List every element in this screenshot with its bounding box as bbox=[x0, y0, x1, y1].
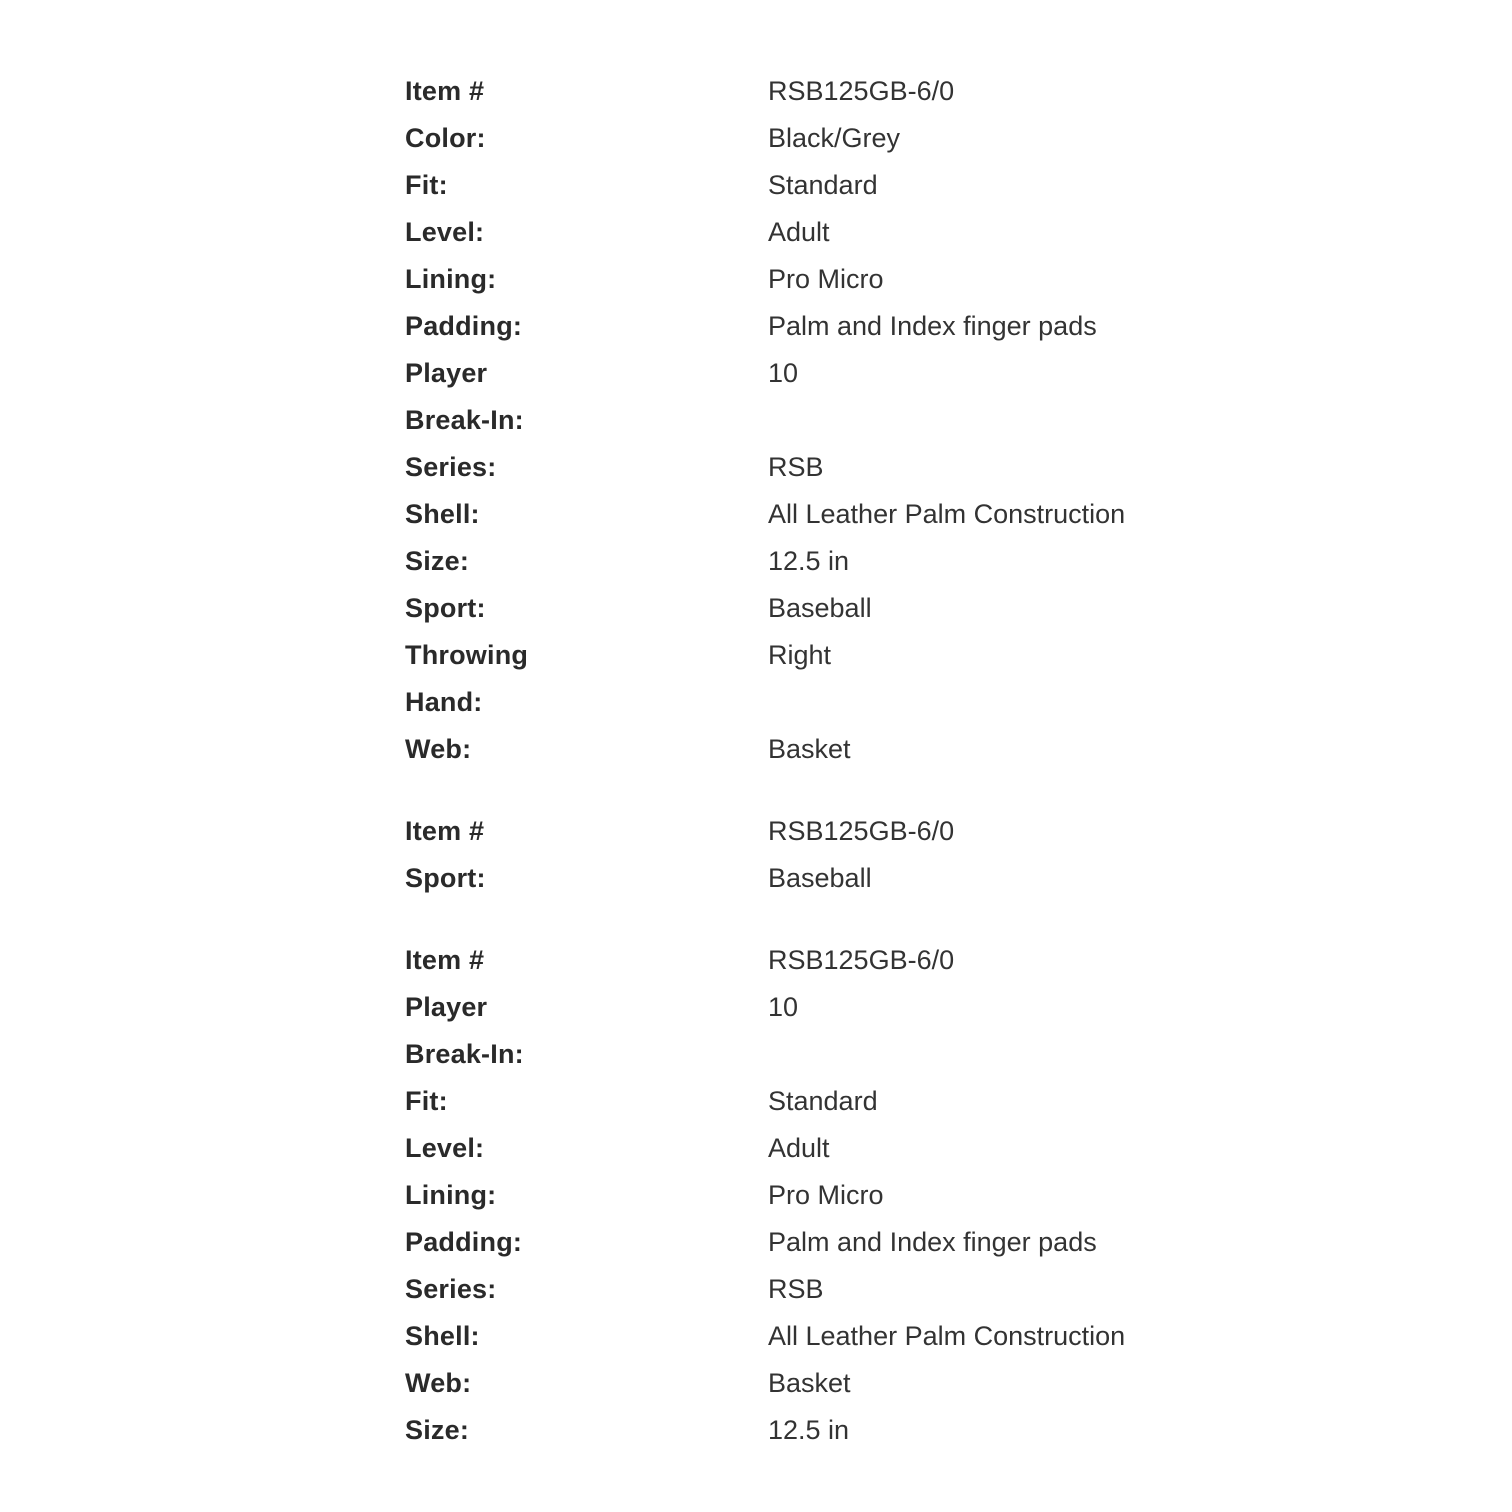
spec-label: Size: bbox=[405, 546, 470, 576]
spec-label: Item # bbox=[405, 945, 485, 975]
spec-label: Lining: bbox=[405, 264, 497, 294]
spec-row bbox=[405, 1360, 1165, 1407]
spec-row bbox=[405, 538, 1165, 585]
spec-value: Standard bbox=[768, 1086, 878, 1116]
spec-row bbox=[405, 1125, 1165, 1172]
spec-value: Palm and Index finger pads bbox=[768, 1227, 1097, 1257]
spec-value: Pro Micro bbox=[768, 1180, 884, 1210]
spec-row bbox=[405, 1219, 1165, 1266]
spec-row bbox=[405, 350, 1165, 397]
spec-label: Size: bbox=[405, 1415, 470, 1445]
spec-label: Item # bbox=[405, 816, 485, 846]
spec-value: RSB125GB-6/0 bbox=[768, 76, 955, 106]
spec-row bbox=[405, 491, 1165, 538]
spec-value: RSB125GB-6/0 bbox=[768, 945, 955, 975]
spec-value: 12.5 in bbox=[768, 546, 850, 576]
spec-row bbox=[405, 679, 1165, 726]
spec-value: Standard bbox=[768, 170, 878, 200]
spec-label: Sport: bbox=[405, 863, 486, 893]
spec-value: All Leather Palm Construction bbox=[768, 499, 1126, 529]
spec-value: Palm and Index finger pads bbox=[768, 311, 1097, 341]
spec-row bbox=[405, 444, 1165, 491]
spec-row bbox=[405, 984, 1165, 1031]
spec-label: Padding: bbox=[405, 1227, 523, 1257]
spec-row bbox=[405, 632, 1165, 679]
spec-row bbox=[405, 937, 1165, 984]
spec-row bbox=[405, 1313, 1165, 1360]
spec-label: Sport: bbox=[405, 593, 486, 623]
spec-label: Throwing bbox=[405, 640, 529, 670]
spec-label: Level: bbox=[405, 217, 485, 247]
spec-label: Series: bbox=[405, 452, 497, 482]
spec-value: All Leather Palm Construction bbox=[768, 1321, 1126, 1351]
spec-label: Fit: bbox=[405, 1086, 448, 1116]
product-specifications bbox=[405, 68, 1165, 1454]
spec-table bbox=[405, 808, 1165, 902]
spec-table bbox=[405, 937, 1165, 1454]
spec-value: 10 bbox=[768, 992, 799, 1022]
spec-row bbox=[405, 162, 1165, 209]
spec-row bbox=[405, 808, 1165, 855]
spec-value bbox=[768, 1031, 1165, 1078]
spec-table bbox=[405, 68, 1165, 773]
spec-row bbox=[405, 256, 1165, 303]
spec-value: Black/Grey bbox=[768, 123, 901, 153]
spec-row bbox=[405, 1031, 1165, 1078]
spec-label: Fit: bbox=[405, 170, 448, 200]
spec-value: Adult bbox=[768, 217, 830, 247]
spec-label: Player bbox=[405, 358, 488, 388]
spec-value: Basket bbox=[768, 1368, 851, 1398]
spec-value: Baseball bbox=[768, 593, 872, 623]
spec-row bbox=[405, 209, 1165, 256]
spec-value: 10 bbox=[768, 358, 799, 388]
spec-label: Series: bbox=[405, 1274, 497, 1304]
spec-label: Color: bbox=[405, 123, 486, 153]
spec-row bbox=[405, 1172, 1165, 1219]
spec-value: Right bbox=[768, 640, 832, 670]
spec-label: Player bbox=[405, 992, 488, 1022]
spec-value bbox=[768, 397, 1165, 444]
spec-value: RSB bbox=[768, 452, 824, 482]
spec-label: Shell: bbox=[405, 1321, 480, 1351]
spec-label: Shell: bbox=[405, 499, 480, 529]
spec-value: 12.5 in bbox=[768, 1415, 850, 1445]
spec-value: Adult bbox=[768, 1133, 830, 1163]
spec-label: Web: bbox=[405, 1368, 472, 1398]
spec-value: RSB125GB-6/0 bbox=[768, 816, 955, 846]
spec-row bbox=[405, 68, 1165, 115]
spec-row bbox=[405, 726, 1165, 773]
spec-value: Baseball bbox=[768, 863, 872, 893]
spec-label: Item # bbox=[405, 76, 485, 106]
spec-label: Web: bbox=[405, 734, 472, 764]
spec-label: Padding: bbox=[405, 311, 523, 341]
spec-row bbox=[405, 855, 1165, 902]
spec-row bbox=[405, 115, 1165, 162]
spec-label: Break-In: bbox=[405, 405, 524, 435]
spec-row bbox=[405, 397, 1165, 444]
spec-row bbox=[405, 1407, 1165, 1454]
spec-label: Hand: bbox=[405, 687, 483, 717]
spec-value: Pro Micro bbox=[768, 264, 884, 294]
spec-row bbox=[405, 585, 1165, 632]
spec-label: Lining: bbox=[405, 1180, 497, 1210]
spec-value: RSB bbox=[768, 1274, 824, 1304]
spec-label: Level: bbox=[405, 1133, 485, 1163]
spec-value bbox=[768, 679, 1165, 726]
spec-label: Break-In: bbox=[405, 1039, 524, 1069]
spec-row bbox=[405, 1078, 1165, 1125]
spec-value: Basket bbox=[768, 734, 851, 764]
spec-row bbox=[405, 1266, 1165, 1313]
spec-row bbox=[405, 303, 1165, 350]
